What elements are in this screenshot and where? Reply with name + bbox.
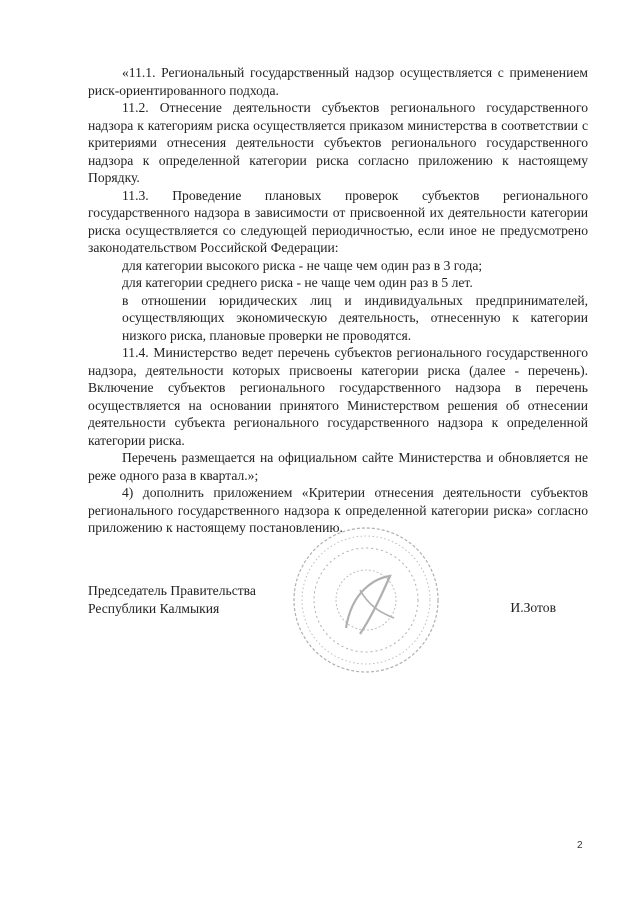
list-item-low-risk: в отношении юридических лиц и индивидуальных предпринимателей, осуществляющих экономическую деятельность, отнесенную к категории низкого риска, плановые проверки не проводятся. [122, 292, 588, 343]
signatory-title [88, 582, 256, 617]
item-4-paragraph: 4) дополнить приложением «Критерии отнесения деятельности субъектов регионального государственного надзора к определенной категории риска» согласно приложению к настоящему постановлению. [88, 485, 588, 535]
page-number: 2 [577, 840, 583, 851]
signatory-title-line-2: Республики Калмыкия [88, 600, 220, 616]
clause-11-3: 11.3. Проведение плановых проверок субъектов регионального государственного надзора в зависимости от присвоенной их деятельности категории риска осуществляется со следующей периодичностью, если иное не предусмотрено законодательством Российской Федерации: [88, 187, 588, 255]
signatory-name: И.Зотов [510, 600, 556, 615]
clause-11-1: «11.1. Региональный государственный надзор осуществляется с применением риск-ориентированного подхода. [88, 65, 588, 98]
signature-block [88, 582, 588, 622]
clause-11-2: 11.2. Отнесение деятельности субъектов регионального государственного надзора к категориям риска осуществляется приказом министерства в соответствии с критериями отнесения деятельности субъектов регионального государственного надзора к определенной категории риска согласно приложению к настоящему Порядку. [88, 100, 588, 185]
list-item-high-risk: для категории высокого риска - не чаще чем один раз в 3 года; [122, 257, 483, 273]
clause-11-4: 11.4. Министерство ведет перечень субъектов регионального государственного надзора, деятельности которых присвоены категории риска (далее - перечень). Включение субъектов регионального государственного надзора в перечень осуществляется на основании принятого Министерством решения об отнесении деятельности субъекта регионального государственного надзора к определенной категории риска. [88, 345, 588, 448]
list-item-medium-risk: для категории среднего риска - не чаще чем один раз в 5 лет. [122, 275, 473, 290]
signatory-title-line-1: Председатель Правительства [88, 583, 256, 598]
publication-paragraph: Перечень размещается на официальном сайте Министерства и обновляется не реже одного раза в квартал.»; [88, 450, 588, 483]
document-body [88, 64, 588, 537]
